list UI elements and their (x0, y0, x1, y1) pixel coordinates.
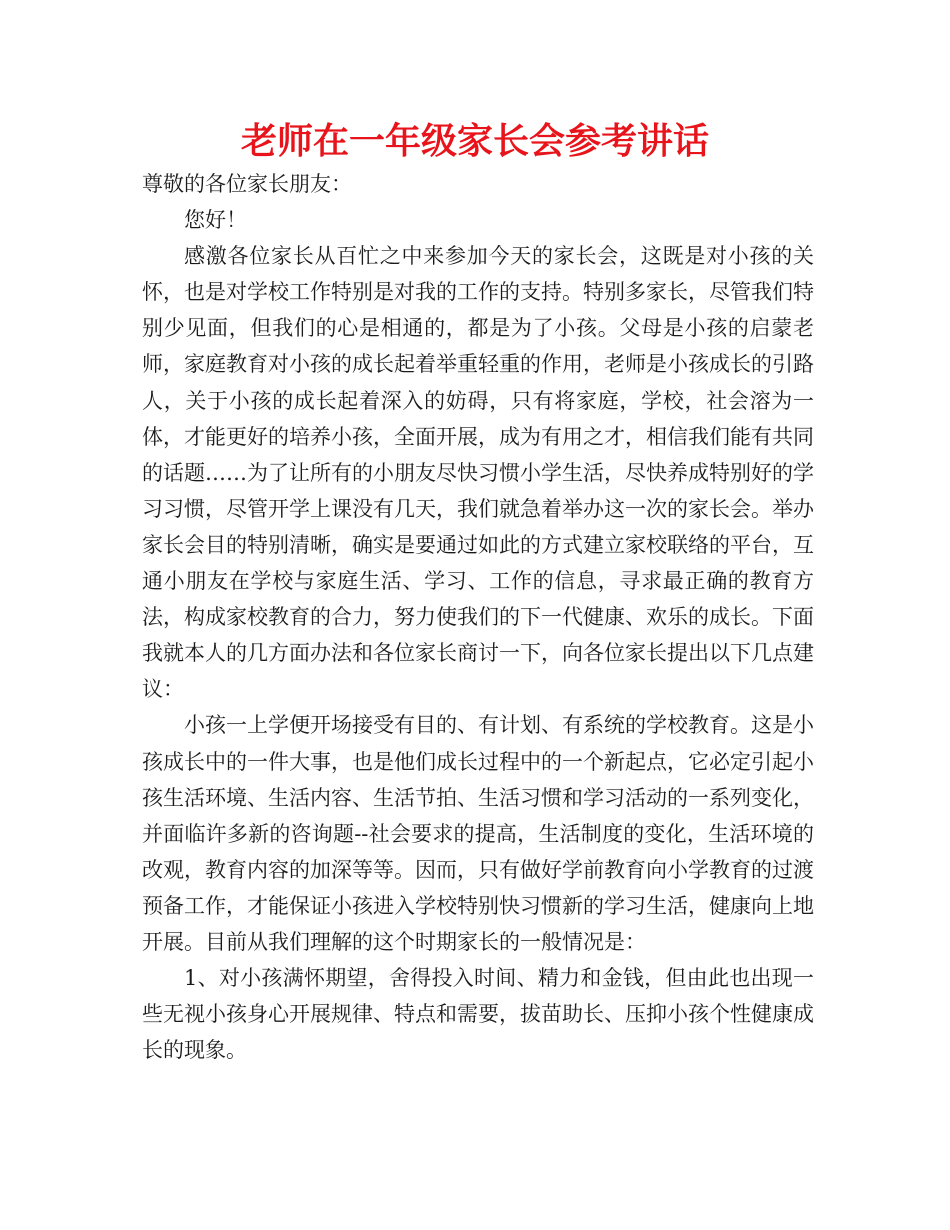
greeting: 您好！ (184, 208, 247, 233)
document-title: 老师在一年级家长会参考讲话 (240, 121, 709, 162)
salutation: 尊敬的各位家长朋友： (142, 172, 352, 196)
document-body (142, 166, 814, 1068)
paragraph: 小孩一上学便开场接受有目的、有计划、有系统的学校教育。这是小孩成长中的一件大事，也是他们成长过程中的一个新起点，它必定引起小孩生活环境、生活内容、生活节拍、生活习惯和学习活动的一系列变化，并面临许多新的咨询题--社会要求的提高，生活制度的变化，生活环境的改观，教育内容的加深等等。因而，只有做好学前教育向小学教育的过渡预备工作，才能保证小孩进入学校特别快习惯新的学习生活，健康向上地开展。目前从我们理解的这个时期家长的一般情况是： (142, 713, 814, 954)
paragraph: 1、对小孩满怀期望，舍得投入时间、精力和金钱，但由此也出现一些无视小孩身心开展规律、特点和需要，拔苗助长、压抑小孩个性健康成长的现象。 (142, 966, 814, 1063)
paragraph: 感激各位家长从百忙之中来参加今天的家长会，这既是对小孩的关怀，也是对学校工作特别是对我的工作的支持。特别多家长，尽管我们特别少见面，但我们的心是相通的，都是为了小孩。父母是小孩的启蒙老师，家庭教育对小孩的成长起着举重轻重的作用，老师是小孩成长的引路人，关于小孩的成长起着深入的妨碍，只有将家庭，学校，社会溶为一体，才能更好的培养小孩，全面开展，成为有用之才，相信我们能有共同的话题……为了让所有的小朋友尽快习惯小学生活，尽快养成特别好的学习习惯，尽管开学上课没有几天，我们就急着举办这一次的家长会。举办家长会目的特别清晰，确实是要通过如此的方式建立家校联络的平台，互通小朋友在学校与家庭生活、学习、工作的信息，寻求最正确的教育方法，构成家校教育的合力，努力使我们的下一代健康、欢乐的成长。下面我就本人的几方面办法和各位家长商讨一下，向各位家长提出以下几点建议： (142, 244, 814, 702)
